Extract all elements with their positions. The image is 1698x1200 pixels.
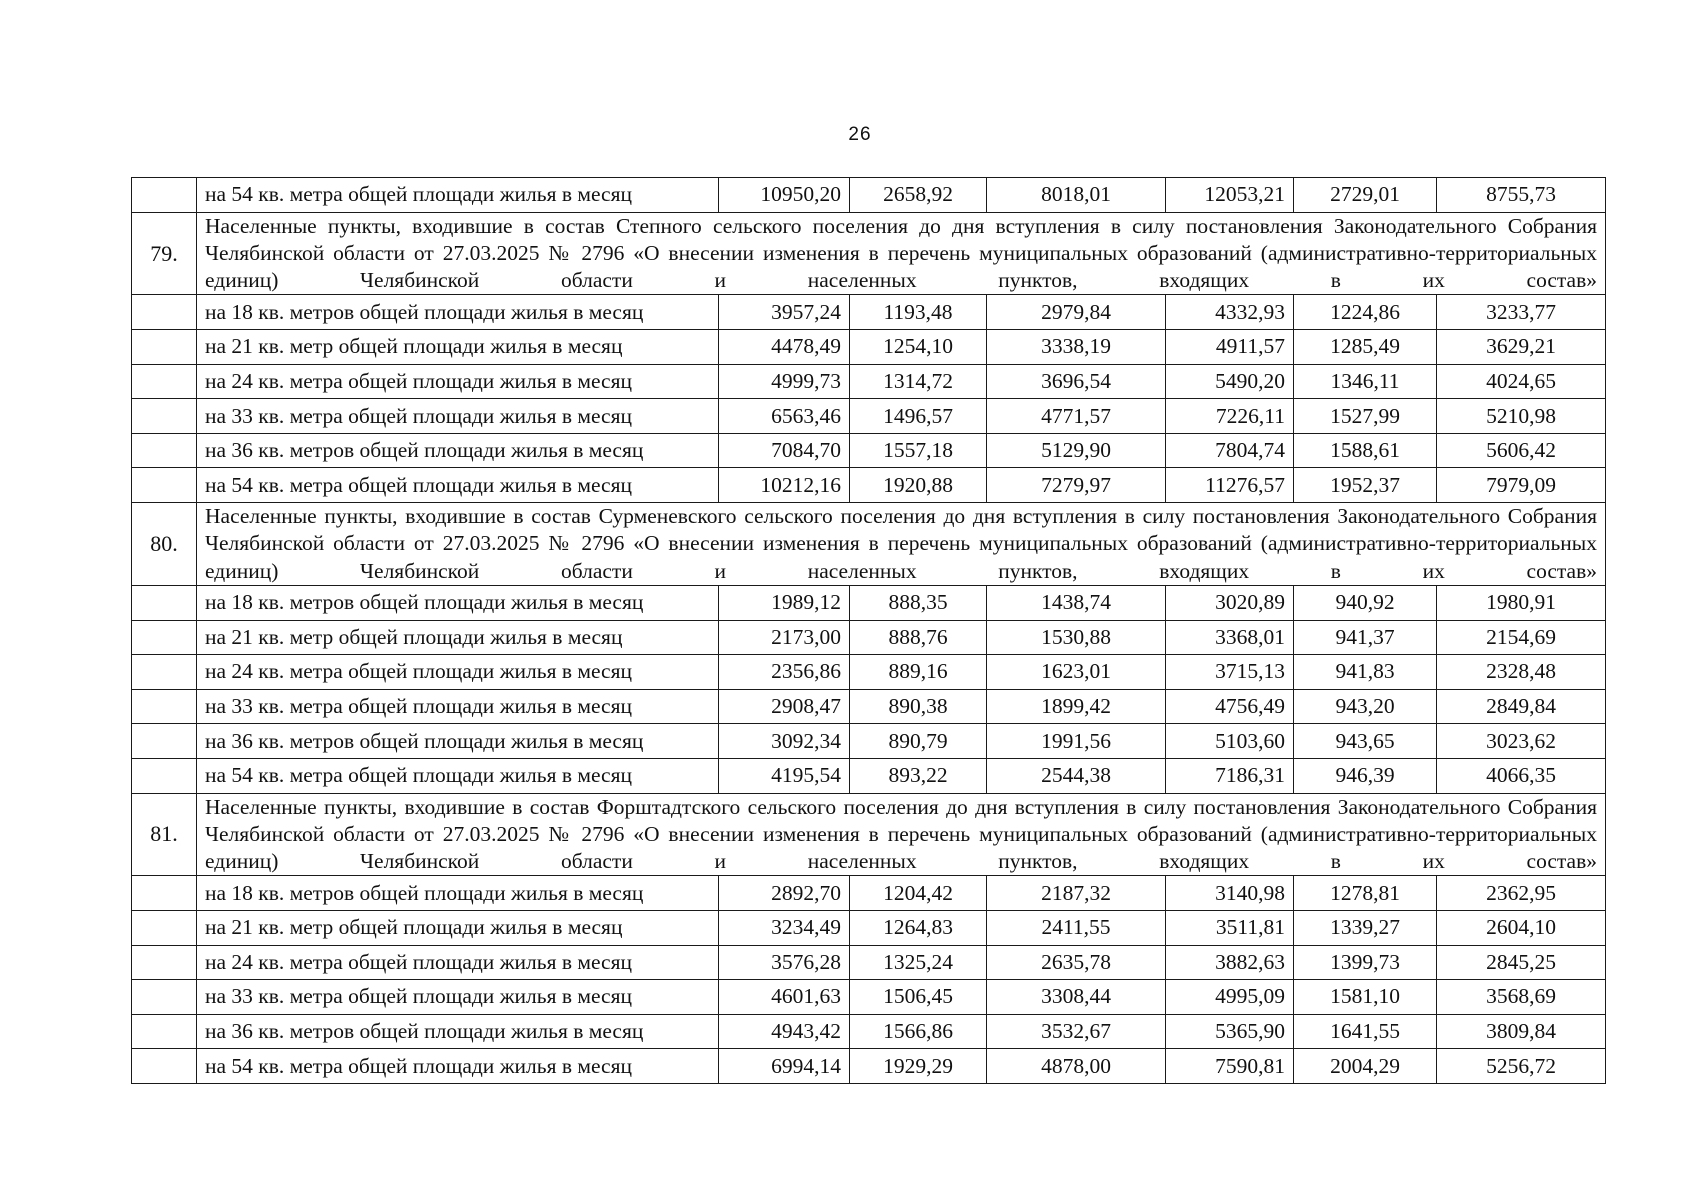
table-row bbox=[132, 876, 1606, 911]
value-cell: 5490,20 bbox=[1166, 364, 1294, 399]
value-cell: 1920,88 bbox=[850, 468, 987, 503]
value-cell: 7979,09 bbox=[1437, 468, 1606, 503]
value-cell: 3368,01 bbox=[1166, 620, 1294, 655]
value-cell: 10950,20 bbox=[719, 178, 850, 213]
value-cell: 3092,34 bbox=[719, 724, 850, 759]
row-label: на 36 кв. метров общей площади жилья в месяц bbox=[197, 1014, 719, 1049]
value-cell: 5210,98 bbox=[1437, 399, 1606, 434]
row-index-cell bbox=[132, 910, 197, 945]
value-cell: 6994,14 bbox=[719, 1049, 850, 1084]
row-index-cell bbox=[132, 364, 197, 399]
value-cell: 1989,12 bbox=[719, 585, 850, 620]
value-cell: 1506,45 bbox=[850, 980, 987, 1015]
value-cell: 940,92 bbox=[1294, 585, 1437, 620]
value-cell: 1496,57 bbox=[850, 399, 987, 434]
value-cell: 1588,61 bbox=[1294, 433, 1437, 468]
row-label: на 18 кв. метров общей площади жилья в месяц bbox=[197, 585, 719, 620]
value-cell: 3234,49 bbox=[719, 910, 850, 945]
value-cell: 2604,10 bbox=[1437, 910, 1606, 945]
value-cell: 7590,81 bbox=[1166, 1049, 1294, 1084]
section-header-row bbox=[132, 793, 1606, 876]
value-cell: 4024,65 bbox=[1437, 364, 1606, 399]
value-cell: 2635,78 bbox=[987, 945, 1166, 980]
value-cell: 1527,99 bbox=[1294, 399, 1437, 434]
row-index-cell bbox=[132, 758, 197, 793]
value-cell: 2328,48 bbox=[1437, 655, 1606, 690]
row-label: на 21 кв. метр общей площади жилья в месяц bbox=[197, 910, 719, 945]
value-cell: 4756,49 bbox=[1166, 689, 1294, 724]
row-label: на 54 кв. метра общей площади жилья в месяц bbox=[197, 758, 719, 793]
row-label: на 24 кв. метра общей площади жилья в месяц bbox=[197, 364, 719, 399]
value-cell: 1641,55 bbox=[1294, 1014, 1437, 1049]
value-cell: 5256,72 bbox=[1437, 1049, 1606, 1084]
value-cell: 1285,49 bbox=[1294, 330, 1437, 365]
value-cell: 888,76 bbox=[850, 620, 987, 655]
table-row bbox=[132, 910, 1606, 945]
row-label: на 36 кв. метров общей площади жилья в месяц bbox=[197, 724, 719, 759]
value-cell: 889,16 bbox=[850, 655, 987, 690]
value-cell: 8018,01 bbox=[987, 178, 1166, 213]
table-row bbox=[132, 758, 1606, 793]
row-index-cell bbox=[132, 724, 197, 759]
value-cell: 5103,60 bbox=[1166, 724, 1294, 759]
value-cell: 890,38 bbox=[850, 689, 987, 724]
table-row bbox=[132, 433, 1606, 468]
row-index-cell bbox=[132, 689, 197, 724]
value-cell: 1581,10 bbox=[1294, 980, 1437, 1015]
value-cell: 11276,57 bbox=[1166, 468, 1294, 503]
section-title: Населенные пункты, входившие в состав Степного сельского поселения до дня вступления в силу постановления Законодательного Собрания Челябинской области от 27.03.2025 № 2796 «О внесении изменения в перечень муниципальных образований (административно-территориальных единиц) Челябинской области и населенных пунктов, входящих в их состав» bbox=[197, 212, 1606, 295]
value-cell: 4601,63 bbox=[719, 980, 850, 1015]
value-cell: 2544,38 bbox=[987, 758, 1166, 793]
value-cell: 1623,01 bbox=[987, 655, 1166, 690]
value-cell: 2362,95 bbox=[1437, 876, 1606, 911]
value-cell: 7186,31 bbox=[1166, 758, 1294, 793]
value-cell: 2849,84 bbox=[1437, 689, 1606, 724]
value-cell: 4771,57 bbox=[987, 399, 1166, 434]
value-cell: 1254,10 bbox=[850, 330, 987, 365]
table-row bbox=[132, 945, 1606, 980]
value-cell: 3629,21 bbox=[1437, 330, 1606, 365]
row-label: на 21 кв. метр общей площади жилья в месяц bbox=[197, 330, 719, 365]
row-label: на 18 кв. метров общей площади жилья в месяц bbox=[197, 876, 719, 911]
value-cell: 1991,56 bbox=[987, 724, 1166, 759]
value-cell: 890,79 bbox=[850, 724, 987, 759]
value-cell: 4332,93 bbox=[1166, 295, 1294, 330]
value-cell: 5129,90 bbox=[987, 433, 1166, 468]
value-cell: 7084,70 bbox=[719, 433, 850, 468]
row-index-cell bbox=[132, 330, 197, 365]
value-cell: 2892,70 bbox=[719, 876, 850, 911]
value-cell: 1952,37 bbox=[1294, 468, 1437, 503]
value-cell: 4999,73 bbox=[719, 364, 850, 399]
row-label: на 33 кв. метра общей площади жилья в месяц bbox=[197, 689, 719, 724]
value-cell: 3696,54 bbox=[987, 364, 1166, 399]
section-title: Населенные пункты, входившие в состав Форштадтского сельского поселения до дня вступления в силу постановления Законодательного Собрания Челябинской области от 27.03.2025 № 2796 «О внесении изменения в перечень муниципальных образований (административно-территориальных единиц) Челябинской области и населенных пунктов, входящих в их состав» bbox=[197, 793, 1606, 876]
value-cell: 3882,63 bbox=[1166, 945, 1294, 980]
row-label: на 33 кв. метра общей площади жилья в месяц bbox=[197, 980, 719, 1015]
section-index: 80. bbox=[132, 503, 197, 586]
page-number: 26 bbox=[848, 124, 872, 145]
table-row bbox=[132, 689, 1606, 724]
value-cell: 1557,18 bbox=[850, 433, 987, 468]
value-cell: 2356,86 bbox=[719, 655, 850, 690]
value-cell: 4878,00 bbox=[987, 1049, 1166, 1084]
row-index-cell bbox=[132, 1014, 197, 1049]
row-label: на 54 кв. метра общей площади жилья в месяц bbox=[197, 468, 719, 503]
value-cell: 1346,11 bbox=[1294, 364, 1437, 399]
value-cell: 10212,16 bbox=[719, 468, 850, 503]
value-cell: 943,65 bbox=[1294, 724, 1437, 759]
row-index-cell bbox=[132, 620, 197, 655]
table-row bbox=[132, 655, 1606, 690]
row-index-cell bbox=[132, 295, 197, 330]
table-row bbox=[132, 1049, 1606, 1084]
value-cell: 2845,25 bbox=[1437, 945, 1606, 980]
value-cell: 888,35 bbox=[850, 585, 987, 620]
table-body bbox=[132, 178, 1606, 1084]
value-cell: 941,83 bbox=[1294, 655, 1437, 690]
value-cell: 2729,01 bbox=[1294, 178, 1437, 213]
value-cell: 2187,32 bbox=[987, 876, 1166, 911]
value-cell: 1278,81 bbox=[1294, 876, 1437, 911]
row-index-cell bbox=[132, 468, 197, 503]
table-row bbox=[132, 295, 1606, 330]
value-cell: 893,22 bbox=[850, 758, 987, 793]
value-cell: 3020,89 bbox=[1166, 585, 1294, 620]
table-row bbox=[132, 724, 1606, 759]
value-cell: 5365,90 bbox=[1166, 1014, 1294, 1049]
value-cell: 4943,42 bbox=[719, 1014, 850, 1049]
value-cell: 943,20 bbox=[1294, 689, 1437, 724]
value-cell: 1980,91 bbox=[1437, 585, 1606, 620]
value-cell: 2173,00 bbox=[719, 620, 850, 655]
value-cell: 2154,69 bbox=[1437, 620, 1606, 655]
row-label: на 36 кв. метров общей площади жилья в месяц bbox=[197, 433, 719, 468]
section-title: Населенные пункты, входившие в состав Сурменевского сельского поселения до дня вступления в силу постановления Законодательного Собрания Челябинской области от 27.03.2025 № 2796 «О внесении изменения в перечень муниципальных образований (административно-территориальных единиц) Челябинской области и населенных пунктов, входящих в их состав» bbox=[197, 503, 1606, 586]
row-index-cell bbox=[132, 178, 197, 213]
row-index-cell bbox=[132, 585, 197, 620]
table-row bbox=[132, 364, 1606, 399]
value-cell: 3308,44 bbox=[987, 980, 1166, 1015]
value-cell: 1530,88 bbox=[987, 620, 1166, 655]
value-cell: 3140,98 bbox=[1166, 876, 1294, 911]
value-cell: 1566,86 bbox=[850, 1014, 987, 1049]
value-cell: 4195,54 bbox=[719, 758, 850, 793]
row-label: на 33 кв. метра общей площади жилья в месяц bbox=[197, 399, 719, 434]
value-cell: 3023,62 bbox=[1437, 724, 1606, 759]
row-label: на 24 кв. метра общей площади жилья в месяц bbox=[197, 655, 719, 690]
value-cell: 941,37 bbox=[1294, 620, 1437, 655]
value-cell: 3809,84 bbox=[1437, 1014, 1606, 1049]
value-cell: 7226,11 bbox=[1166, 399, 1294, 434]
row-label: на 24 кв. метра общей площади жилья в месяц bbox=[197, 945, 719, 980]
value-cell: 6563,46 bbox=[719, 399, 850, 434]
table-row bbox=[132, 980, 1606, 1015]
value-cell: 1399,73 bbox=[1294, 945, 1437, 980]
table-row bbox=[132, 399, 1606, 434]
value-cell: 4911,57 bbox=[1166, 330, 1294, 365]
row-index-cell bbox=[132, 433, 197, 468]
row-index-cell bbox=[132, 876, 197, 911]
section-header-row bbox=[132, 503, 1606, 586]
value-cell: 1264,83 bbox=[850, 910, 987, 945]
value-cell: 3576,28 bbox=[719, 945, 850, 980]
value-cell: 7279,97 bbox=[987, 468, 1166, 503]
value-cell: 7804,74 bbox=[1166, 433, 1294, 468]
row-index-cell bbox=[132, 945, 197, 980]
value-cell: 2411,55 bbox=[987, 910, 1166, 945]
row-label: на 21 кв. метр общей площади жилья в месяц bbox=[197, 620, 719, 655]
value-cell: 2004,29 bbox=[1294, 1049, 1437, 1084]
value-cell: 3511,81 bbox=[1166, 910, 1294, 945]
table-row bbox=[132, 178, 1606, 213]
value-cell: 1193,48 bbox=[850, 295, 987, 330]
value-cell: 2979,84 bbox=[987, 295, 1166, 330]
value-cell: 2908,47 bbox=[719, 689, 850, 724]
value-cell: 4066,35 bbox=[1437, 758, 1606, 793]
value-cell: 946,39 bbox=[1294, 758, 1437, 793]
table-row bbox=[132, 1014, 1606, 1049]
row-label: на 54 кв. метра общей площади жилья в месяц bbox=[197, 1049, 719, 1084]
section-index: 81. bbox=[132, 793, 197, 876]
value-cell: 3568,69 bbox=[1437, 980, 1606, 1015]
value-cell: 3957,24 bbox=[719, 295, 850, 330]
value-cell: 5606,42 bbox=[1437, 433, 1606, 468]
value-cell: 1204,42 bbox=[850, 876, 987, 911]
row-label: на 54 кв. метра общей площади жилья в месяц bbox=[197, 178, 719, 213]
section-index: 79. bbox=[132, 212, 197, 295]
row-index-cell bbox=[132, 1049, 197, 1084]
value-cell: 4478,49 bbox=[719, 330, 850, 365]
value-cell: 12053,21 bbox=[1166, 178, 1294, 213]
value-cell: 3715,13 bbox=[1166, 655, 1294, 690]
value-cell: 1929,29 bbox=[850, 1049, 987, 1084]
value-cell: 1339,27 bbox=[1294, 910, 1437, 945]
table-row bbox=[132, 330, 1606, 365]
value-cell: 1899,42 bbox=[987, 689, 1166, 724]
row-label: на 18 кв. метров общей площади жилья в месяц bbox=[197, 295, 719, 330]
table-row bbox=[132, 468, 1606, 503]
section-header-row bbox=[132, 212, 1606, 295]
value-cell: 1314,72 bbox=[850, 364, 987, 399]
row-index-cell bbox=[132, 655, 197, 690]
value-cell: 3338,19 bbox=[987, 330, 1166, 365]
table-row bbox=[132, 585, 1606, 620]
row-index-cell bbox=[132, 399, 197, 434]
value-cell: 4995,09 bbox=[1166, 980, 1294, 1015]
tariff-table bbox=[131, 177, 1606, 1084]
value-cell: 1325,24 bbox=[850, 945, 987, 980]
row-index-cell bbox=[132, 980, 197, 1015]
value-cell: 3532,67 bbox=[987, 1014, 1166, 1049]
value-cell: 2658,92 bbox=[850, 178, 987, 213]
value-cell: 1224,86 bbox=[1294, 295, 1437, 330]
value-cell: 3233,77 bbox=[1437, 295, 1606, 330]
table-row bbox=[132, 620, 1606, 655]
value-cell: 8755,73 bbox=[1437, 178, 1606, 213]
value-cell: 1438,74 bbox=[987, 585, 1166, 620]
